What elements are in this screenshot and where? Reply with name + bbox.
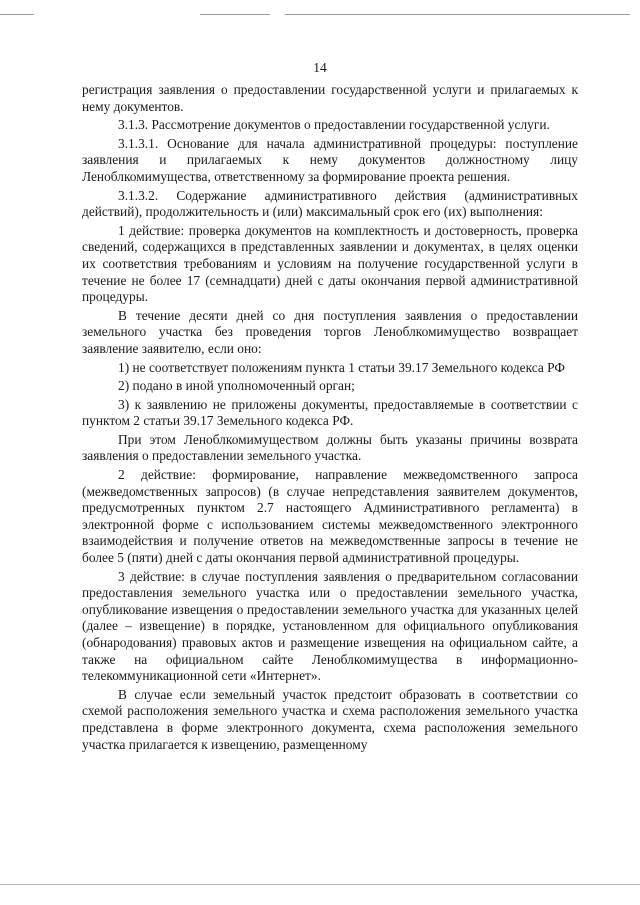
- paragraph: 1 действие: проверка документов на комплектность и достоверность, проверка сведений, содержащихся в представленных заявлении и документах, в целях оценки их соответствия требованиям и условиям на получение государственной услуги в течение не более 17 (семнадцати) дней с даты окончания первой административной процедуры.: [82, 222, 578, 305]
- scan-artifact-line: [0, 14, 34, 15]
- paragraph: В течение десяти дней со дня поступления заявления о предоставлении земельного участка без проведения торгов Леноблкомимущество возвращает заявление заявителю, если оно:: [82, 307, 578, 356]
- paragraph: 2 действие: формирование, направление межведомственного запроса (межведомственных запросов) (в случае непредставления заявителем документов, предусмотренных пунктом 2.7 настоящего Административного регламента) в электронной форме с использованием системы межведомственного электронного взаимодействия и получение ответов на межведомственные запросы в течение не более 5 (пяти) дней с даты окончания первой административной процедуры.: [82, 467, 578, 566]
- paragraph: 3.1.3.2. Содержание административного действия (административных действий), продолжительность и (или) максимальный срок его (их) выполнения:: [82, 187, 578, 220]
- paragraph: 3.1.3.1. Основание для начала административной процедуры: поступление заявления и прилагаемых к нему документов должностному лицу Леноблкомимущества, ответственному за формирование проекта решения.: [82, 135, 578, 184]
- paragraph: 2) подано в иной уполномоченный орган;: [118, 378, 355, 394]
- document-body: [82, 82, 578, 755]
- scan-artifact-line: [0, 884, 640, 885]
- paragraph: 3.1.3. Рассмотрение документов о предоставлении государственной услуги.: [118, 117, 550, 133]
- paragraph: В случае если земельный участок предстоит образовать в соответствии со схемой расположения земельного участка и схема расположения земельного участка представлена в форме электронного документа, схема расположения земельного участка прилагается к извещению, размещенному: [82, 686, 578, 752]
- page-number: 14: [313, 60, 327, 75]
- paragraph: 3 действие: в случае поступления заявления о предварительном согласовании предоставления земельного участка или о предоставлении земельного участка, опубликование извещения о предоставлении земельного участка для указанных целей (далее – извещение) в порядке, установленном для официального опубликования (обнародования) правовых актов и размещение извещения на официальном сайте, а также на официальном сайте Леноблкомимущества в информационно-телекоммуникационной сети «Интернет».: [82, 568, 578, 684]
- scan-artifact-line: [200, 14, 270, 15]
- paragraph: 3) к заявлению не приложены документы, предоставляемые в соответствии с пунктом 2 статьи 39.17 Земельного кодекса РФ.: [82, 396, 578, 429]
- paragraph: 1) не соответствует положениям пункта 1 статьи 39.17 Земельного кодекса РФ: [118, 359, 565, 375]
- paragraph: При этом Леноблкомимуществом должны быть указаны причины возврата заявления о предоставлении земельного участка.: [82, 431, 578, 464]
- scan-artifact-line: [285, 14, 630, 15]
- paragraph: регистрация заявления о предоставлении государственной услуги и прилагаемых к нему документов.: [82, 82, 578, 114]
